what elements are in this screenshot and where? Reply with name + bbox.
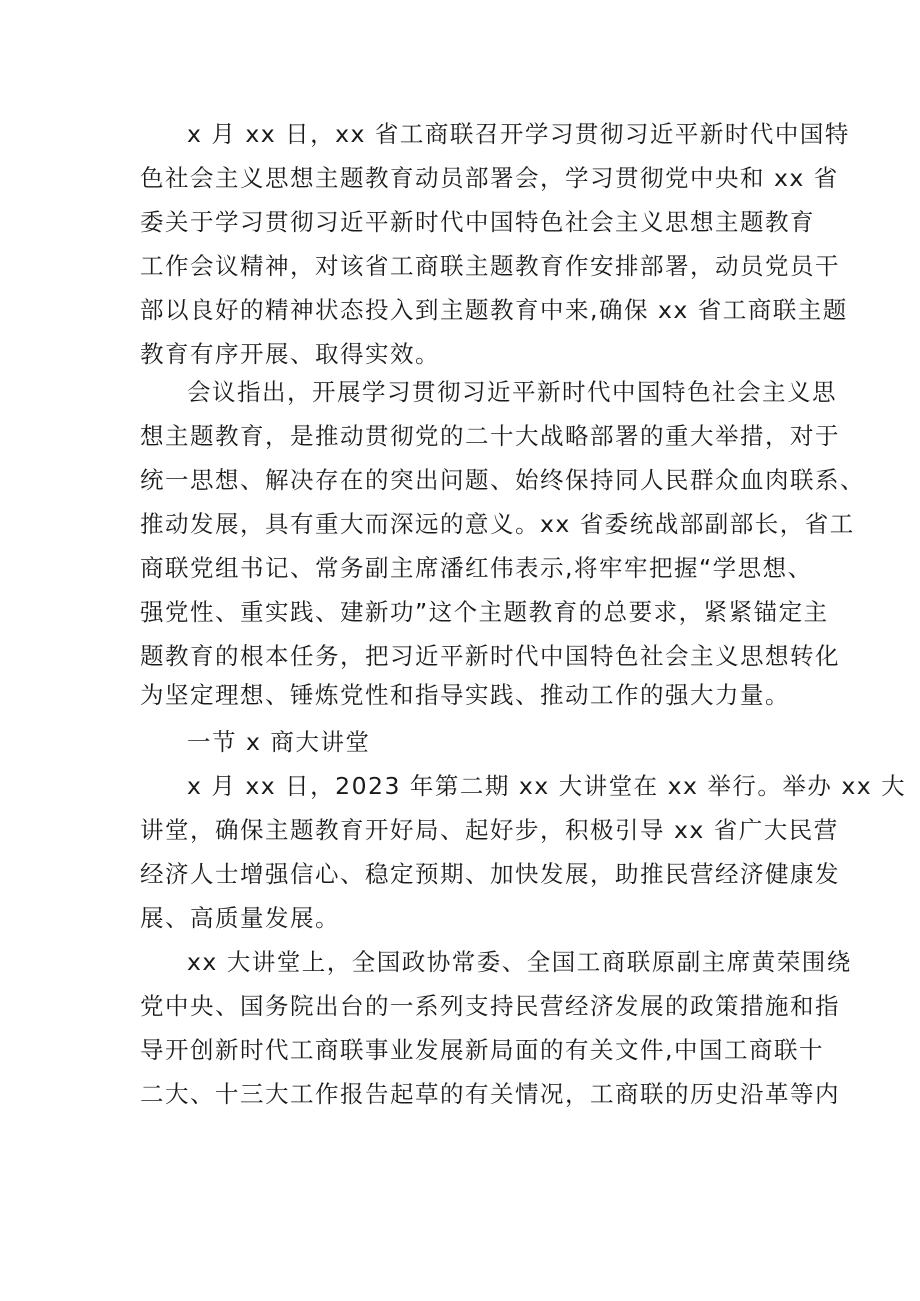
paragraph-3-line-2: 讲堂，确保主题教育开好局、起好步，积极引导 xx 省广大民营	[140, 816, 839, 844]
paragraph-4-line-2: 党中央、国务院出台的一系列支持民营经济发展的政策措施和指	[140, 992, 840, 1020]
paragraph-2-line-5: 商联党组书记、常务副主席潘红伟表示,将牢牢把握“学思想、	[140, 554, 813, 582]
paragraph-3-line-1: x 月 xx 日，2023 年第二期 xx 大讲堂在 xx 举行。举办 xx 大	[187, 772, 907, 800]
paragraph-1-line-6: 教育有序开展、取得实效。	[140, 340, 440, 368]
paragraph-4-line-1: xx 大讲堂上，全国政协常委、全国工商联原副主席黄荣围绕	[187, 948, 852, 976]
section-heading: 一节 x 商大讲堂	[187, 728, 371, 756]
paragraph-3-line-3: 经济人士增强信心、稳定预期、加快发展，助推民营经济健康发	[140, 860, 840, 888]
paragraph-2-line-4: 推动发展，具有重大而深远的意义。xx 省委统战部副部长，省工	[140, 510, 855, 538]
paragraph-4-line-4: 二大、十三大工作报告起草的有关情况，工商联的历史沿革等内	[140, 1080, 840, 1108]
paragraph-2-line-1: 会议指出，开展学习贯彻习近平新时代中国特色社会主义思	[187, 378, 837, 406]
paragraph-2-line-6: 强党性、重实践、建新功”这个主题教育的总要求，紧紧锚定主	[140, 598, 829, 626]
paragraph-2-line-8: 为坚定理想、锤炼党性和指导实践、推动工作的强大力量。	[140, 681, 790, 709]
paragraph-2-line-2: 想主题教育，是推动贯彻党的二十大战略部署的重大举措，对于	[140, 422, 840, 450]
paragraph-3-line-4: 展、高质量发展。	[140, 904, 340, 932]
paragraph-1-line-2: 色社会主义思想主题教育动员部署会，学习贯彻党中央和 xx 省	[140, 164, 839, 192]
paragraph-1-line-4: 工作会议精神，对该省工商联主题教育作安排部署，动员党员干	[140, 252, 840, 280]
paragraph-1-line-5: 部以良好的精神状态投入到主题教育中来,确保 xx 省工商联主题	[140, 296, 848, 324]
paragraph-4-line-3: 导开创新时代工商联事业发展新局面的有关文件,中国工商联十	[140, 1036, 824, 1064]
paragraph-1-line-3: 委关于学习贯彻习近平新时代中国特色社会主义思想主题教育	[140, 208, 815, 236]
paragraph-1-line-1: x 月 xx 日，xx 省工商联召开学习贯彻习近平新时代中国特	[187, 120, 850, 148]
paragraph-2-line-7: 题教育的根本任务，把习近平新时代中国特色社会主义思想转化	[140, 642, 840, 670]
paragraph-2-line-3: 统一思想、解决存在的突出问题、始终保持同人民群众血肉联系、	[140, 466, 865, 494]
